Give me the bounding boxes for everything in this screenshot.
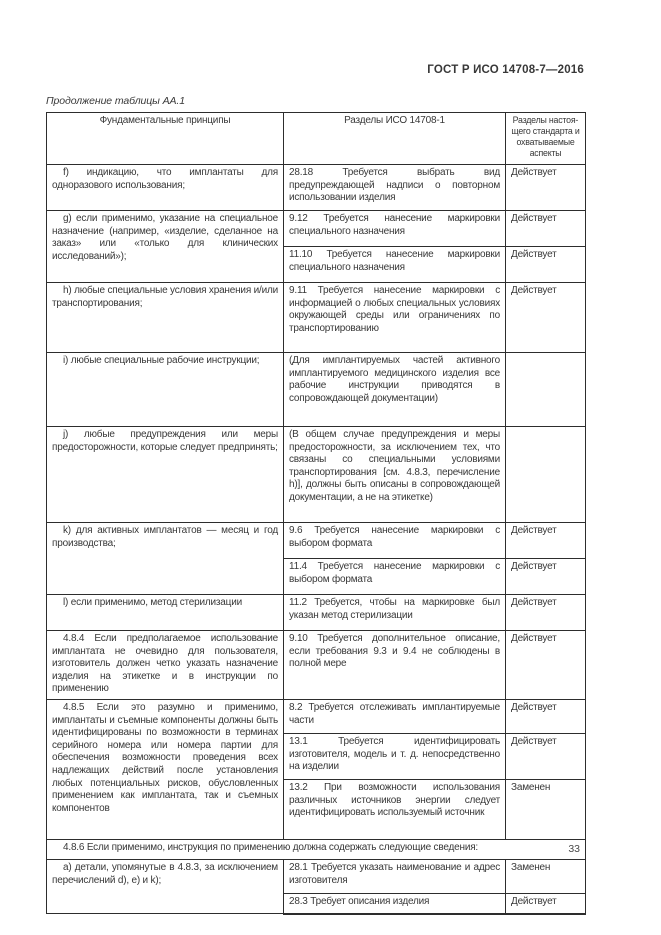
principle-cell: а) детали, упомянутые в 4.8.3, за исключением перечислений d), е) и k); xyxy=(47,859,284,914)
col-header-this-standard-sections: Разделы настоящего стандарта и охватываемые аспекты xyxy=(506,113,586,165)
principle-cell: h) любые специальные условия хранения и/или транспортирования; xyxy=(47,283,284,353)
full-width-cell: 4.8.6 Если применимо, инструкция по применению должна содержать следующие сведения: xyxy=(47,839,586,859)
iso-section-cell: 28.18 Требуется выбрать вид предупреждающей надписи о повторном использовании изделия xyxy=(284,165,506,211)
principle-cell: 4.8.4 Если предполагаемое использование имплантата не очевидно для пользователя, изготовитель должен четко указать назначение изделия на этикетке и в инструкции по применению xyxy=(47,631,284,700)
table-aa1-continuation xyxy=(46,112,586,915)
principle-cell: g) если применимо, указание на специальное назначение (например, «изделие, сделанное на заказ» или «только для клинических исследований»); xyxy=(47,211,284,283)
row-h xyxy=(47,283,586,353)
row-a-28-1 xyxy=(47,859,586,893)
iso-section-cell: 11.10 Требуется нанесение маркировки специального назначения xyxy=(284,247,506,283)
status-cell: Заменен xyxy=(506,859,586,893)
status-cell: Действует xyxy=(506,165,586,211)
table-header-row xyxy=(47,113,586,165)
status-cell xyxy=(506,427,586,523)
col-header-iso-14708-1-sections: Разделы ИСО 14708-1 xyxy=(284,113,506,165)
status-cell: Действует xyxy=(506,283,586,353)
row-4-8-6 xyxy=(47,839,586,859)
iso-section-cell: 13.2 При возможности использования различных источников энергии следует идентифицировать используемый источник xyxy=(284,779,506,839)
page-number: 33 xyxy=(568,843,580,855)
row-4-8-5-8-2 xyxy=(47,699,586,733)
status-cell: Действует xyxy=(506,595,586,631)
doc-header: ГОСТ Р ИСО 14708-7—2016 xyxy=(427,64,584,76)
iso-section-cell: (В общем случае предупреждения и меры предосторожности, за исключением тех, что связаны со специальными условиями транспортирования [см. 4.8.3, перечисление h)], должны быть описаны в сопровождающей документации, а не на этикетке) xyxy=(284,427,506,523)
status-cell: Действует xyxy=(506,211,586,247)
iso-section-cell: 9.10 Требуется дополнительное описание, если требования 9.3 и 9.4 не соблюдены в полной мере xyxy=(284,631,506,700)
status-cell xyxy=(506,353,586,427)
status-cell: Действует xyxy=(506,733,586,779)
principle-cell: 4.8.5 Если это разумно и применимо, имплантаты и съемные компоненты должны быть идентифицированы по возможности в терминах серийного номера или номера партии для обеспечения возможности проведения всех надлежащих действий после установления любых потенциальных рисков, обусловленных применением как имплантата, так и съемных компонентов xyxy=(47,699,284,839)
iso-section-cell: 28.3 Требует описания изделия xyxy=(284,893,506,914)
status-cell: Действует xyxy=(506,559,586,595)
row-j xyxy=(47,427,586,523)
row-4-8-4 xyxy=(47,631,586,700)
status-cell: Заменен xyxy=(506,779,586,839)
status-cell: Действует xyxy=(506,523,586,559)
principle-cell: k) для активных имплантатов — месяц и год производства; xyxy=(47,523,284,595)
principle-cell: f) индикацию, что имплантаты для одноразового использования; xyxy=(47,165,284,211)
status-cell: Действует xyxy=(506,247,586,283)
principle-cell: i) любые специальные рабочие инструкции; xyxy=(47,353,284,427)
iso-section-cell: 11.2 Требуется, чтобы на маркировке был указан метод стерилизации xyxy=(284,595,506,631)
status-cell: Действует xyxy=(506,699,586,733)
iso-section-cell: 9.6 Требуется нанесение маркировки с выбором формата xyxy=(284,523,506,559)
row-g-9-12 xyxy=(47,211,586,247)
iso-section-cell: (Для имплантируемых частей активного имплантируемого медицинского изделия все рабочие инструкции приводятся в сопровождающей документации) xyxy=(284,353,506,427)
iso-section-cell: 9.12 Требуется нанесение маркировки специального назначения xyxy=(284,211,506,247)
row-i xyxy=(47,353,586,427)
iso-section-cell: 9.11 Требуется нанесение маркировки с информацией о любых специальных условиях окружающей среды или ограничениях по транспортированию xyxy=(284,283,506,353)
row-k-9-6 xyxy=(47,523,586,559)
col-header-fundamental-principles: Фундаментальные принципы xyxy=(47,113,284,165)
iso-section-cell: 13.1 Требуется идентифицировать изготовителя, модель и т. д. непосредственно на изделии xyxy=(284,733,506,779)
row-l xyxy=(47,595,586,631)
status-cell: Действует xyxy=(506,893,586,914)
table-caption: Продолжение таблицы АА.1 xyxy=(46,95,185,107)
status-cell: Действует xyxy=(506,631,586,700)
iso-section-cell: 11.4 Требуется нанесение маркировки с выбором формата xyxy=(284,559,506,595)
row-f xyxy=(47,165,586,211)
iso-section-cell: 8.2 Требуется отслеживать имплантируемые части xyxy=(284,699,506,733)
principle-cell: l) если применимо, метод стерилизации xyxy=(47,595,284,631)
principle-cell: j) любые предупреждения или меры предосторожности, которые следует предпринять; xyxy=(47,427,284,523)
iso-section-cell: 28.1 Требуется указать наименование и адрес изготовителя xyxy=(284,859,506,893)
